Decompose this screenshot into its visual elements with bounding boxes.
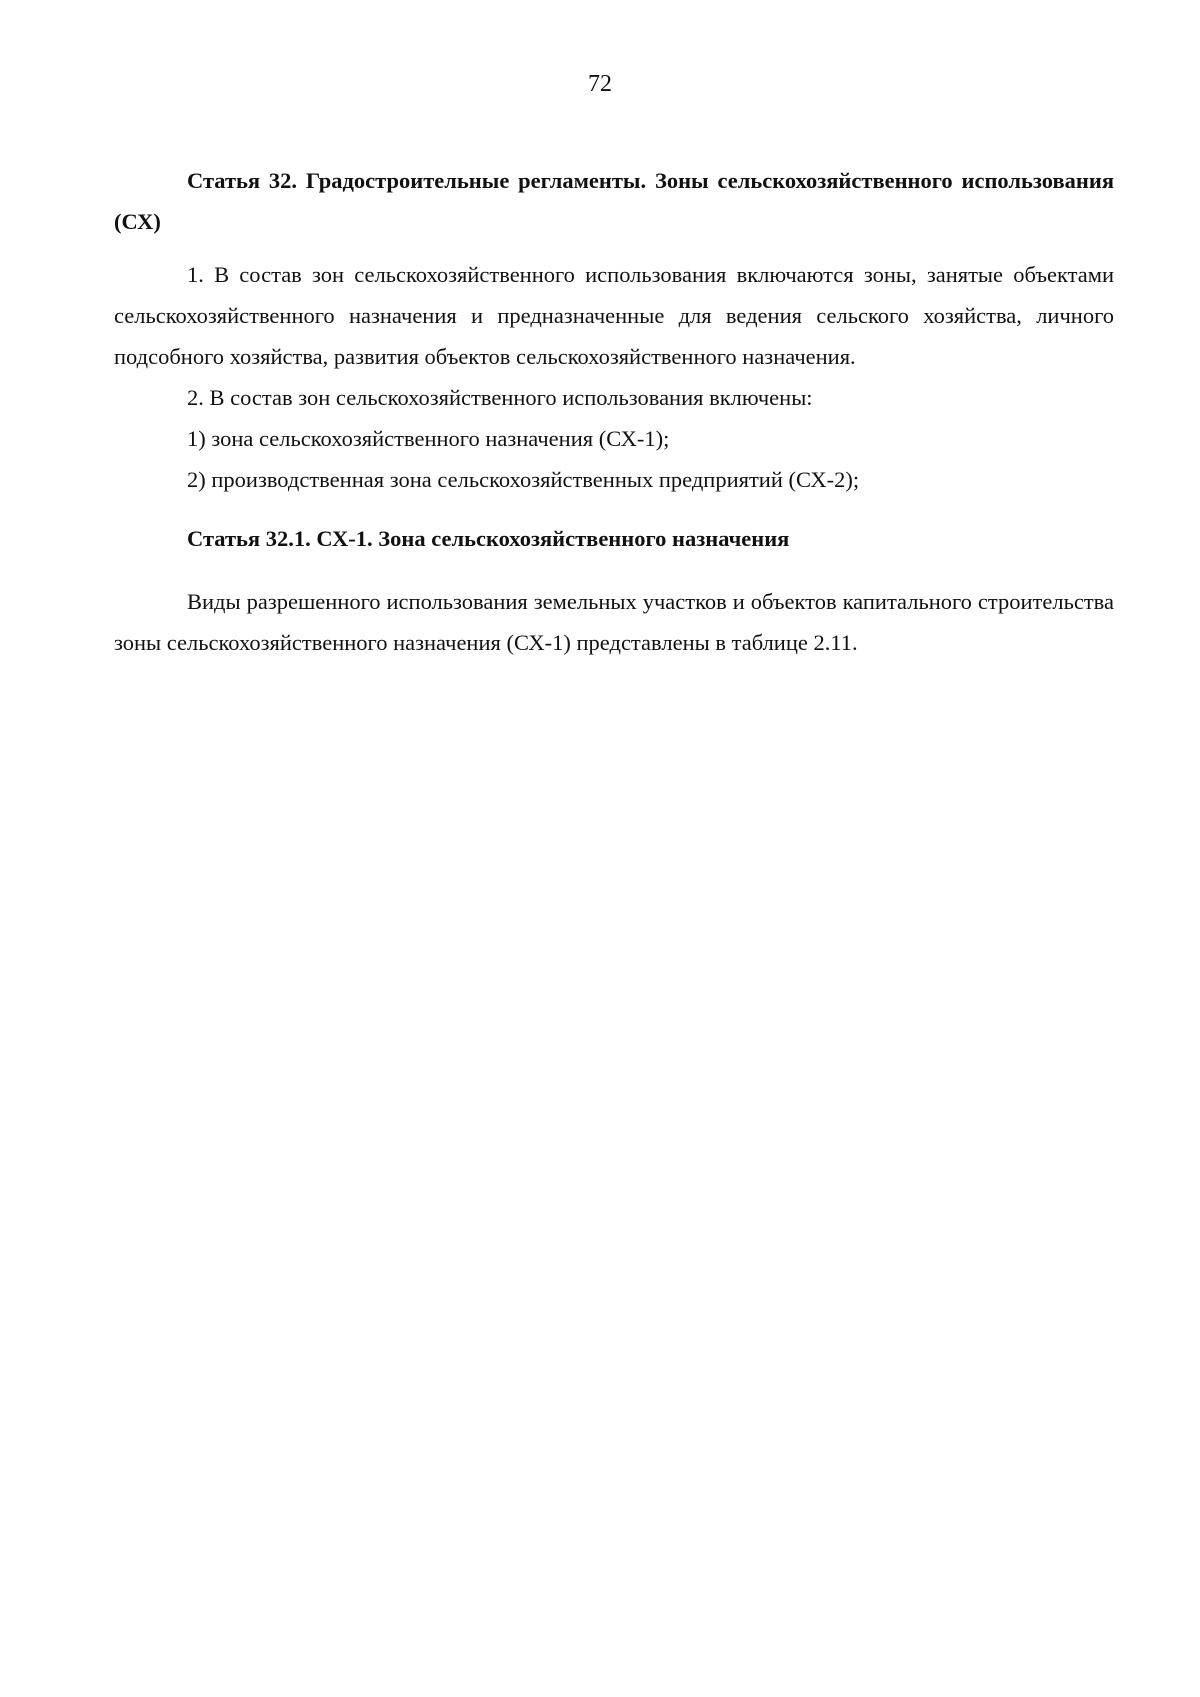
article-32-paragraph-1: 1. В состав зон сельскохозяйственного использования включаются зоны, занятые объектами сельскохозяйственного назначения и предназначенные для ведения сельского хозяйства, личного подсобного хозяйства, развития объектов сельскохозяйственного назначения. xyxy=(114,262,1114,369)
document-content xyxy=(114,160,1114,663)
article-32-paragraph-2: 2. В состав зон сельскохозяйственного использования включены: xyxy=(187,385,813,410)
article-32-1-paragraph-1: Виды разрешенного использования земельных участков и объектов капитального строительства зоны сельскохозяйственного назначения (СХ-1) представлены в таблице 2.11. xyxy=(114,589,1114,655)
article-32-1-heading: Статья 32.1. СХ-1. Зона сельскохозяйственного назначения xyxy=(187,526,790,551)
article-32-heading: Статья 32. Градостроительные регламенты. Зоны сельскохозяйственного использования (СХ) xyxy=(114,168,1114,234)
article-32-list-item-1: 1) зона сельскохозяйственного назначения (СХ-1); xyxy=(187,426,670,451)
article-32-list-item-2: 2) производственная зона сельскохозяйственных предприятий (СХ-2); xyxy=(187,467,860,492)
page-number: 72 xyxy=(588,71,612,97)
